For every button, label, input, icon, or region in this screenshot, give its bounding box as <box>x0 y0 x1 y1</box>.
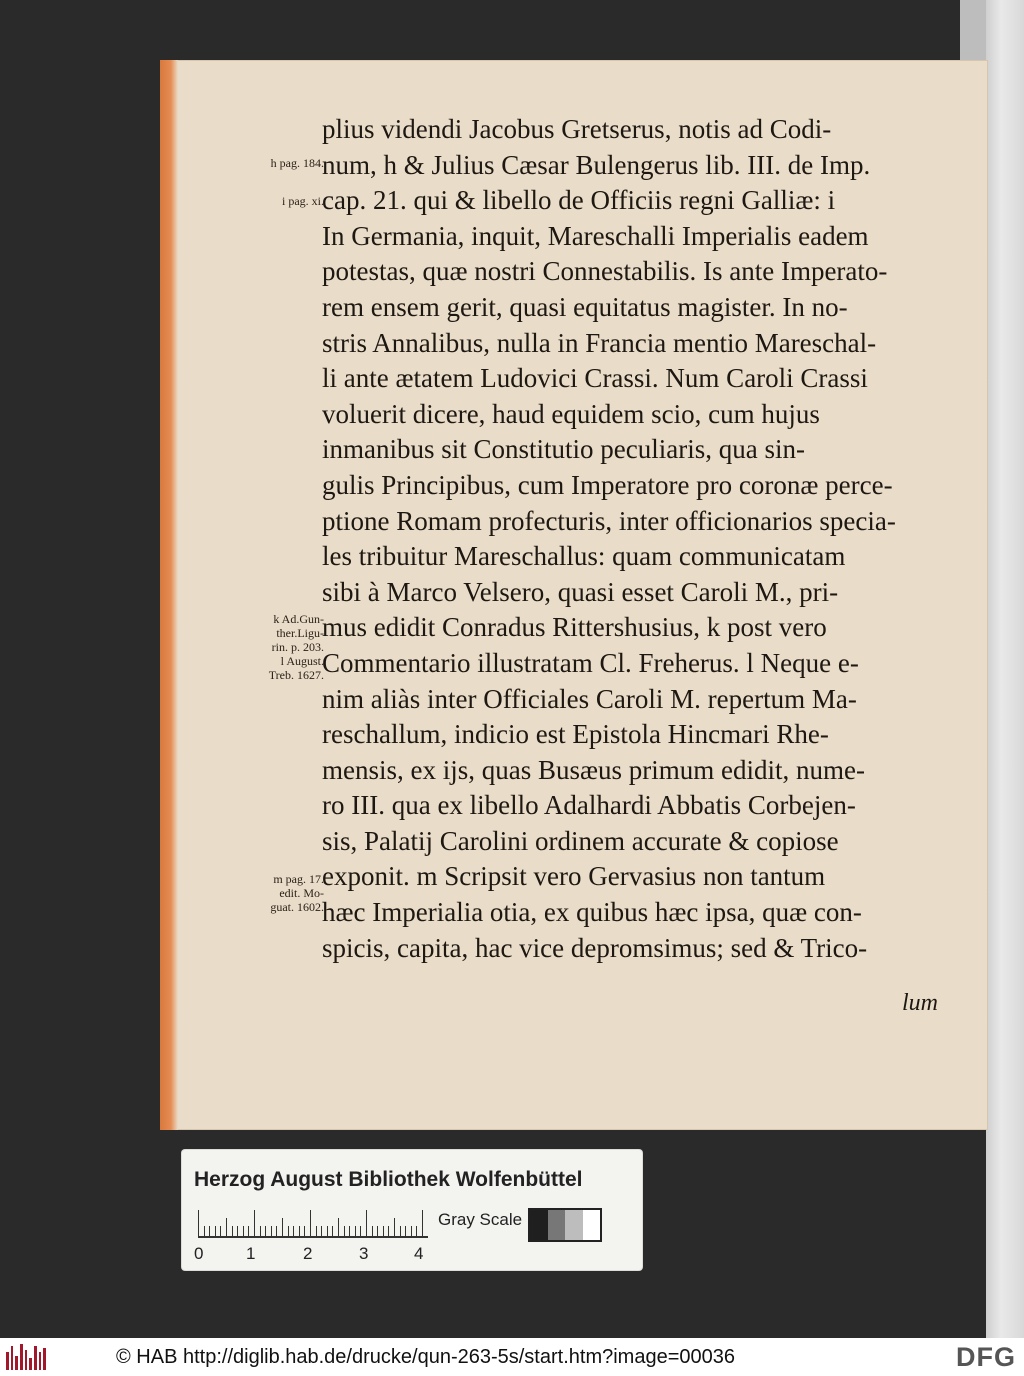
margin-note-k-l: k Ad.Gun- ther.Ligu- rin. p. 203. l August. Treb. 1627. <box>268 612 324 682</box>
ruler-tick <box>360 1226 361 1236</box>
margin-note-m: m pag. 17. edit. Mo- guat. 1602. <box>270 872 324 914</box>
ruler-tick <box>355 1226 356 1236</box>
book-page <box>160 60 988 1130</box>
text-line: cap. 21. qui & libello de Officiis regni Galliæ: i <box>322 185 836 216</box>
text-line: sibi à Marco Velsero, quasi esset Caroli M., pri- <box>322 576 839 607</box>
text-line: exponit. m Scripsit vero Gervasius non tantum <box>322 861 826 892</box>
hab-logo-icon <box>6 1344 46 1370</box>
gray-swatch <box>583 1210 601 1240</box>
ruler-tick <box>344 1226 345 1236</box>
text-line: Commentario illustratam Cl. Freherus. l Neque e- <box>322 647 859 678</box>
ruler-tick <box>332 1226 333 1236</box>
gray-swatch <box>530 1210 548 1240</box>
library-name: Herzog August Bibliothek Wolfenbüttel <box>194 1168 583 1191</box>
ruler-tick <box>237 1226 238 1236</box>
ruler-tick <box>304 1226 305 1236</box>
text-line: stris Annalibus, nulla in Francia mentio Mareschal- <box>322 327 877 358</box>
text-line: reschallum, indicio est Epistola Hincmari Rhe- <box>322 719 829 750</box>
gray-swatch <box>565 1210 583 1240</box>
ruler-tick <box>260 1226 261 1236</box>
footer-bar <box>0 1338 1024 1376</box>
ruler-tick <box>276 1226 277 1236</box>
ruler-tick <box>226 1218 227 1236</box>
ruler-tick <box>215 1226 216 1236</box>
ruler-tick <box>204 1226 205 1236</box>
ruler-number: 1 <box>246 1244 256 1263</box>
text-line: nim aliàs inter Officiales Caroli M. repertum Ma- <box>322 683 857 714</box>
gray-scale-swatches <box>528 1208 602 1242</box>
ruler-tick <box>416 1226 417 1236</box>
text-line: inmanibus sit Constitutio peculiaris, qua sin- <box>322 434 805 465</box>
ruler-tick <box>338 1218 339 1236</box>
ruler-tick <box>411 1226 412 1236</box>
text-line: les tribuitur Mareschallus: quam communicatam <box>322 541 846 572</box>
ruler-tick <box>243 1226 244 1236</box>
logo-bar <box>15 1356 18 1370</box>
logo-bar <box>34 1346 37 1370</box>
logo-bar <box>29 1358 32 1370</box>
glass-plate-corner <box>960 0 986 64</box>
ruler-tick <box>248 1226 249 1236</box>
catchword: lum <box>902 990 938 1016</box>
ruler-tick <box>422 1210 423 1236</box>
ruler-number: 4 <box>414 1244 424 1263</box>
ruler-tick <box>316 1226 317 1236</box>
text-line: plius videndi Jacobus Gretserus, notis ad Codi- <box>322 114 832 144</box>
library-label-card <box>182 1150 642 1270</box>
ruler-tick <box>366 1210 367 1236</box>
ruler-tick <box>321 1226 322 1236</box>
page-edge <box>160 60 178 1130</box>
logo-bar <box>43 1348 46 1370</box>
ruler-tick <box>271 1226 272 1236</box>
ruler-tick <box>327 1226 328 1236</box>
text-line: voluerit dicere, haud equidem scio, cum hujus <box>322 398 820 429</box>
dfg-logo: DFG <box>956 1342 1016 1372</box>
ruler-tick <box>265 1226 266 1236</box>
body-text <box>322 112 958 966</box>
text-line: potestas, quæ nostri Connestabilis. Is ante Imperato- <box>322 256 888 287</box>
ruler-tick <box>288 1226 289 1236</box>
gray-swatch <box>548 1210 566 1240</box>
margin-note-h: h pag. 184. <box>270 156 324 170</box>
glass-plate <box>986 0 1024 1338</box>
ruler-tick <box>400 1226 401 1236</box>
ruler-tick <box>405 1226 406 1236</box>
ruler-number: 2 <box>303 1244 313 1263</box>
ruler-tick <box>293 1226 294 1236</box>
text-line: ro III. qua ex libello Adalhardi Abbatis Corbejen- <box>322 790 856 821</box>
gray-scale-label: Gray Scale <box>438 1210 523 1229</box>
text-line: mus edidit Conradus Rittershusius, k post vero <box>322 612 827 643</box>
text-line: gulis Principibus, cum Imperatore pro coronæ perce- <box>322 469 893 500</box>
text-line: ptione Romam profecturis, inter officionarios specia- <box>322 505 896 536</box>
text-line: hæc Imperialia otia, ex quibus hæc ipsa, quæ con- <box>322 897 862 928</box>
ruler-tick <box>372 1226 373 1236</box>
ruler-tick <box>232 1226 233 1236</box>
text-line: li ante ætatem Ludovici Crassi. Num Caroli Crassi <box>322 363 868 394</box>
text-line: sis, Palatij Carolini ordinem accurate & copiose <box>322 825 839 856</box>
ruler-tick <box>383 1226 384 1236</box>
ruler-tick <box>282 1218 283 1236</box>
ruler-tick <box>299 1226 300 1236</box>
ruler-tick <box>349 1226 350 1236</box>
ruler-number: 3 <box>359 1244 369 1263</box>
footer-copyright-link[interactable]: © HAB http://diglib.hab.de/drucke/qun-263-5s/start.htm?image=00036 <box>116 1345 735 1368</box>
ruler-tick <box>198 1210 199 1236</box>
text-line: In Germania, inquit, Mareschalli Imperialis eadem <box>322 220 869 251</box>
margin-note-i: i pag. xi. <box>282 194 324 208</box>
ruler-number: 0 <box>194 1244 204 1263</box>
logo-bar <box>11 1346 14 1370</box>
text-line: rem ensem gerit, quasi equitatus magister. In no- <box>322 291 848 322</box>
logo-bar <box>39 1352 42 1370</box>
ruler-tick <box>220 1226 221 1236</box>
ruler-tick <box>377 1226 378 1236</box>
logo-bar <box>6 1352 9 1370</box>
text-line: spicis, capita, hac vice depromsimus; sed & Trico- <box>322 932 868 963</box>
text-line: mensis, ex ijs, quas Busæus primum edidit, nume- <box>322 754 865 785</box>
ruler-tick <box>310 1210 311 1236</box>
ruler-tick <box>254 1210 255 1236</box>
text-line: num, h & Julius Cæsar Bulengerus lib. III. de Imp. <box>322 149 871 180</box>
ruler-tick <box>394 1218 395 1236</box>
ruler-tick <box>209 1226 210 1236</box>
ruler-tick <box>388 1226 389 1236</box>
logo-bar <box>20 1344 23 1370</box>
measurement-ruler <box>198 1208 428 1238</box>
logo-bar <box>25 1350 28 1370</box>
